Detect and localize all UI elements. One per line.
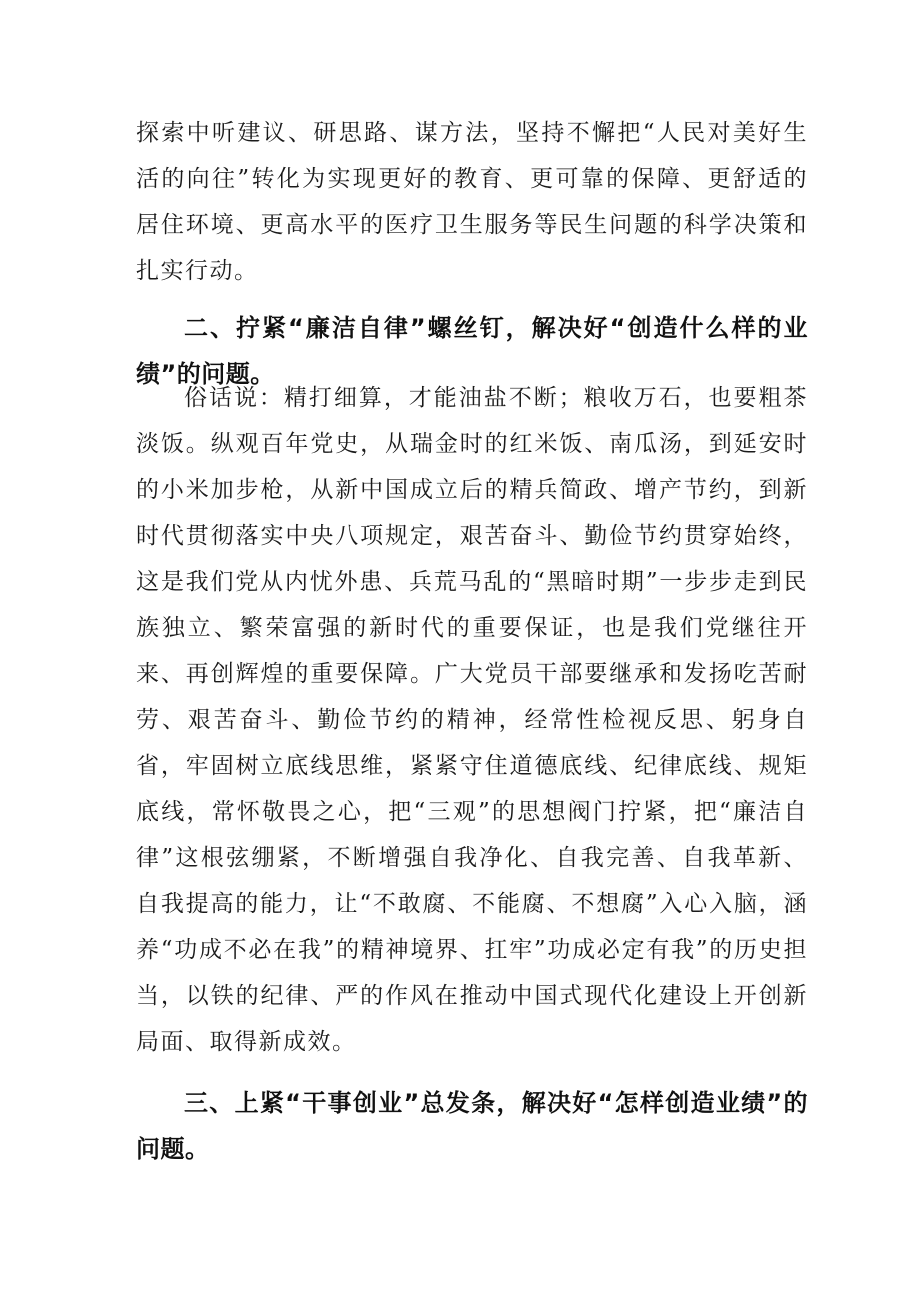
section-heading-3: 三、上紧“干事创业”总发条，解决好“怎样创造业绩”的问题。 — [136, 1089, 808, 1163]
body-paragraph-continued: 探索中听建议、研思路、谋方法，坚持不懈把“人民对美好生活的向往”转化为实现更好的教育、更可靠的保障、更舒适的居住环境、更高水平的医疗卫生服务等民生问题的科学决策和扎实行动。 — [136, 120, 808, 284]
body-paragraph-section-2: 俗话说：精打细算，才能油盐不断；粮收万石，也要粗茶淡饭。纵观百年党史，从瑞金时的红米饭、南瓜汤，到延安时的小米加步枪，从新中国成立后的精兵简政、增产节约，到新时代贯彻落实中央八项规定，艰苦奋斗、勤俭节约贯穿始终，这是我们党从内忧外患、兵荒马乱的“黑暗时期”一步步走到民族独立、繁荣富强的新时代的重要保证，也是我们党继往开来、再创辉煌的重要保障。广大党员干部要继承和发扬吃苦耐劳、艰苦奋斗、勤俭节约的精神，经常性检视反思、躬身自省，牢固树立底线思维，紧紧守住道德底线、纪律底线、规矩底线，常怀敬畏之心，把“三观”的思想阀门拧紧，把“廉洁自律”这根弦绷紧，不断增强自我净化、自我完善、自我革新、自我提高的能力，让“不敢腐、不能腐、不想腐”入心入脑，涵养“功成不必在我”的精神境界、扛牢”功成必定有我”的历史担当，以铁的纪律、严的作风在推动中国式现代化建设上开创新局面、取得新成效。 — [136, 385, 808, 1055]
section-heading-2: 二、拧紧“廉洁自律”螺丝钉，解决好“创造什么样的业绩”的问题。 — [136, 314, 808, 388]
